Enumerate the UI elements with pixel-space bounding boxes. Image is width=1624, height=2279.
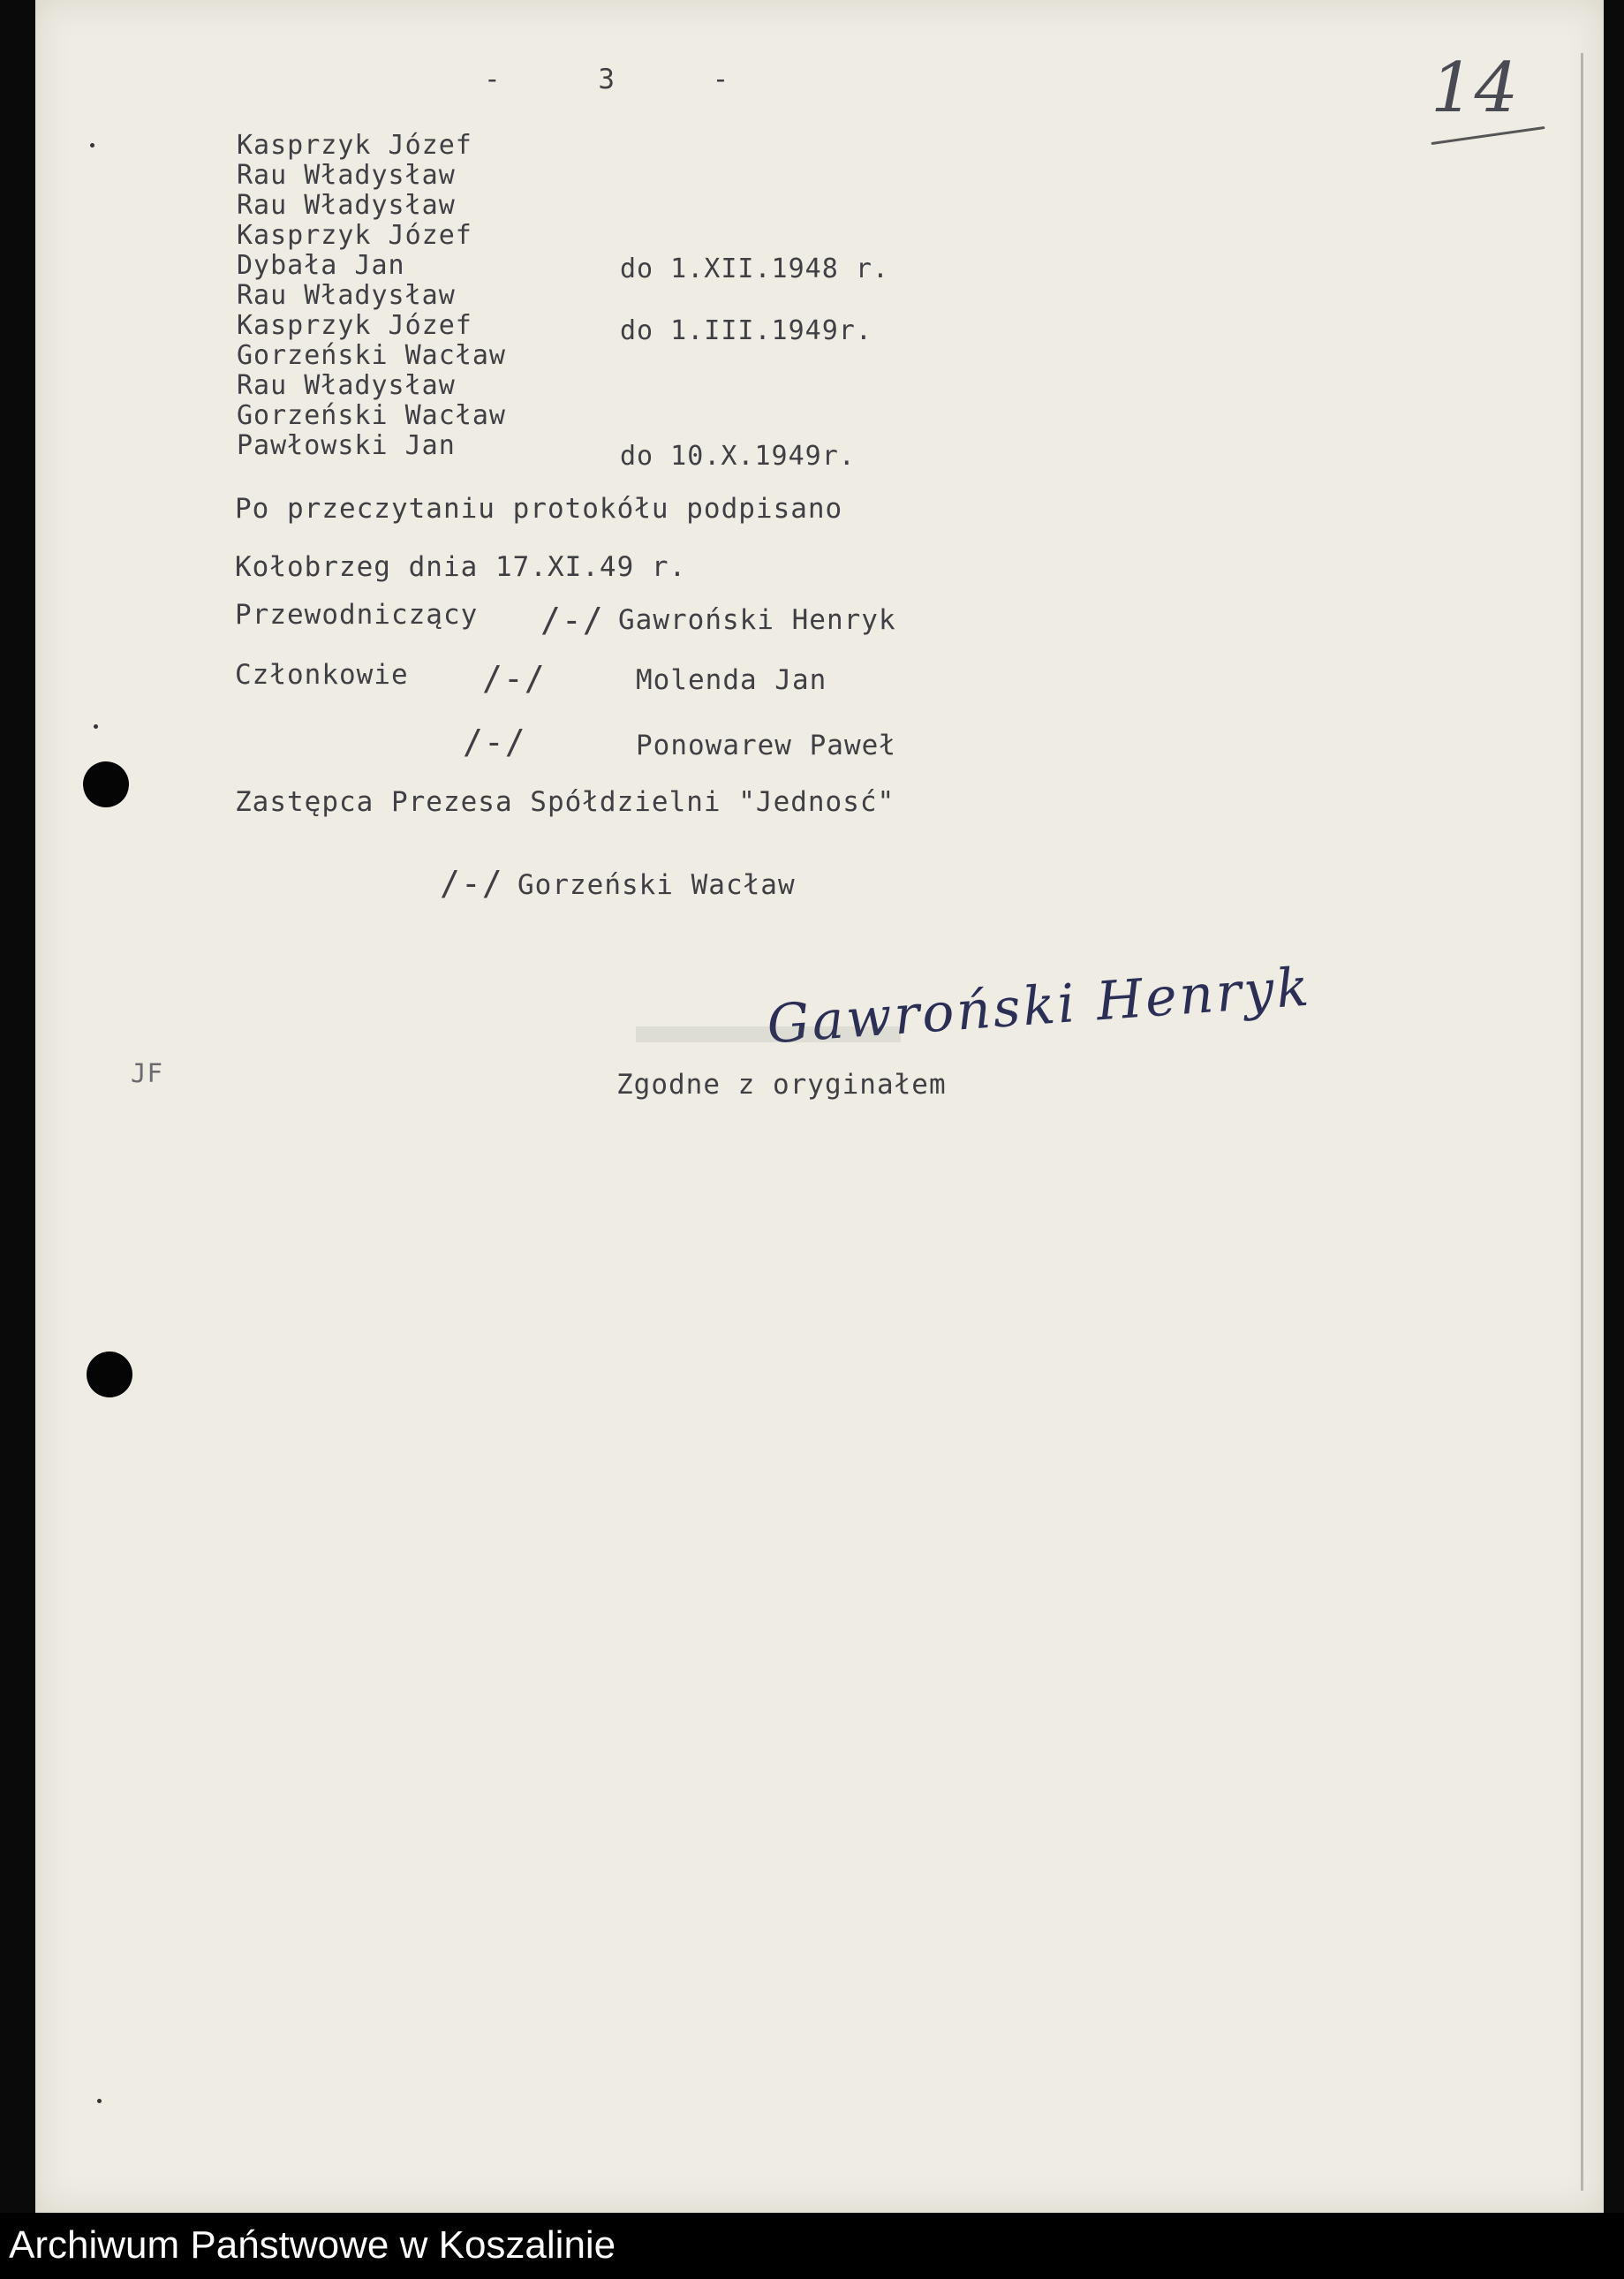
archive-name: Archiwum Państwowe w Koszalinie xyxy=(9,2223,616,2267)
faded-stamp-mark xyxy=(636,1026,901,1042)
entry-name-2: Rau Władysław xyxy=(237,160,456,191)
entry-name-11: Pawłowski Jan xyxy=(237,430,456,461)
entry-name-3: Rau Władysław xyxy=(237,190,456,221)
punch-hole-top xyxy=(83,761,129,807)
entry-name-4: Kasprzyk Józef xyxy=(237,220,472,251)
certification: Zgodne z oryginałem xyxy=(616,1069,947,1101)
page-number: - 3 - xyxy=(484,64,730,95)
archive-footer-bar xyxy=(0,2213,1624,2279)
deputy-name: Gorzeński Wacław xyxy=(517,869,796,901)
member-1-name: Molenda Jan xyxy=(636,664,827,696)
paper-speck xyxy=(94,724,98,729)
chairman-mark: /-/ xyxy=(540,601,604,640)
entry-name-7: Kasprzyk Józef xyxy=(237,310,472,341)
entry-name-8: Gorzeński Wacław xyxy=(237,340,506,371)
place-date: Kołobrzeg dnia 17.XI.49 r. xyxy=(235,551,687,583)
member-2-name: Ponowarew Paweł xyxy=(636,730,896,761)
chairman-label: Przewodniczący xyxy=(235,599,479,631)
entry-name-5: Dybała Jan xyxy=(237,250,405,281)
paper-speck xyxy=(90,143,94,148)
deputy-label: Zastępca Prezesa Spółdzielni "Jednosć" xyxy=(235,786,895,818)
folio-number: 14 xyxy=(1431,49,1519,128)
typist-initials: JF xyxy=(131,1058,163,1088)
handwritten-signature: Gawroński Henryk xyxy=(765,956,1314,1056)
paper-speck xyxy=(97,2099,102,2103)
members-label: Członkowie xyxy=(235,659,409,691)
member-1-mark: /-/ xyxy=(482,659,546,698)
member-2-mark: /-/ xyxy=(463,723,526,761)
chairman-name: Gawroński Henryk xyxy=(618,604,896,636)
entry-name-1: Kasprzyk Józef xyxy=(237,130,472,161)
entry-name-10: Gorzeński Wacław xyxy=(237,400,506,431)
entry-name-6: Rau Władysław xyxy=(237,280,456,311)
entry-date-7: do 1.III.1949r. xyxy=(620,315,872,346)
punch-hole-bottom xyxy=(87,1352,132,1397)
entry-name-9: Rau Władysław xyxy=(237,370,456,401)
entry-date-5: do 1.XII.1948 r. xyxy=(620,254,889,284)
entry-date-11: do 10.X.1949r. xyxy=(620,441,856,472)
deputy-mark: /-/ xyxy=(440,864,503,903)
closing-statement: Po przeczytaniu protokółu podpisano xyxy=(235,493,843,525)
page-edge xyxy=(1581,53,1583,2191)
